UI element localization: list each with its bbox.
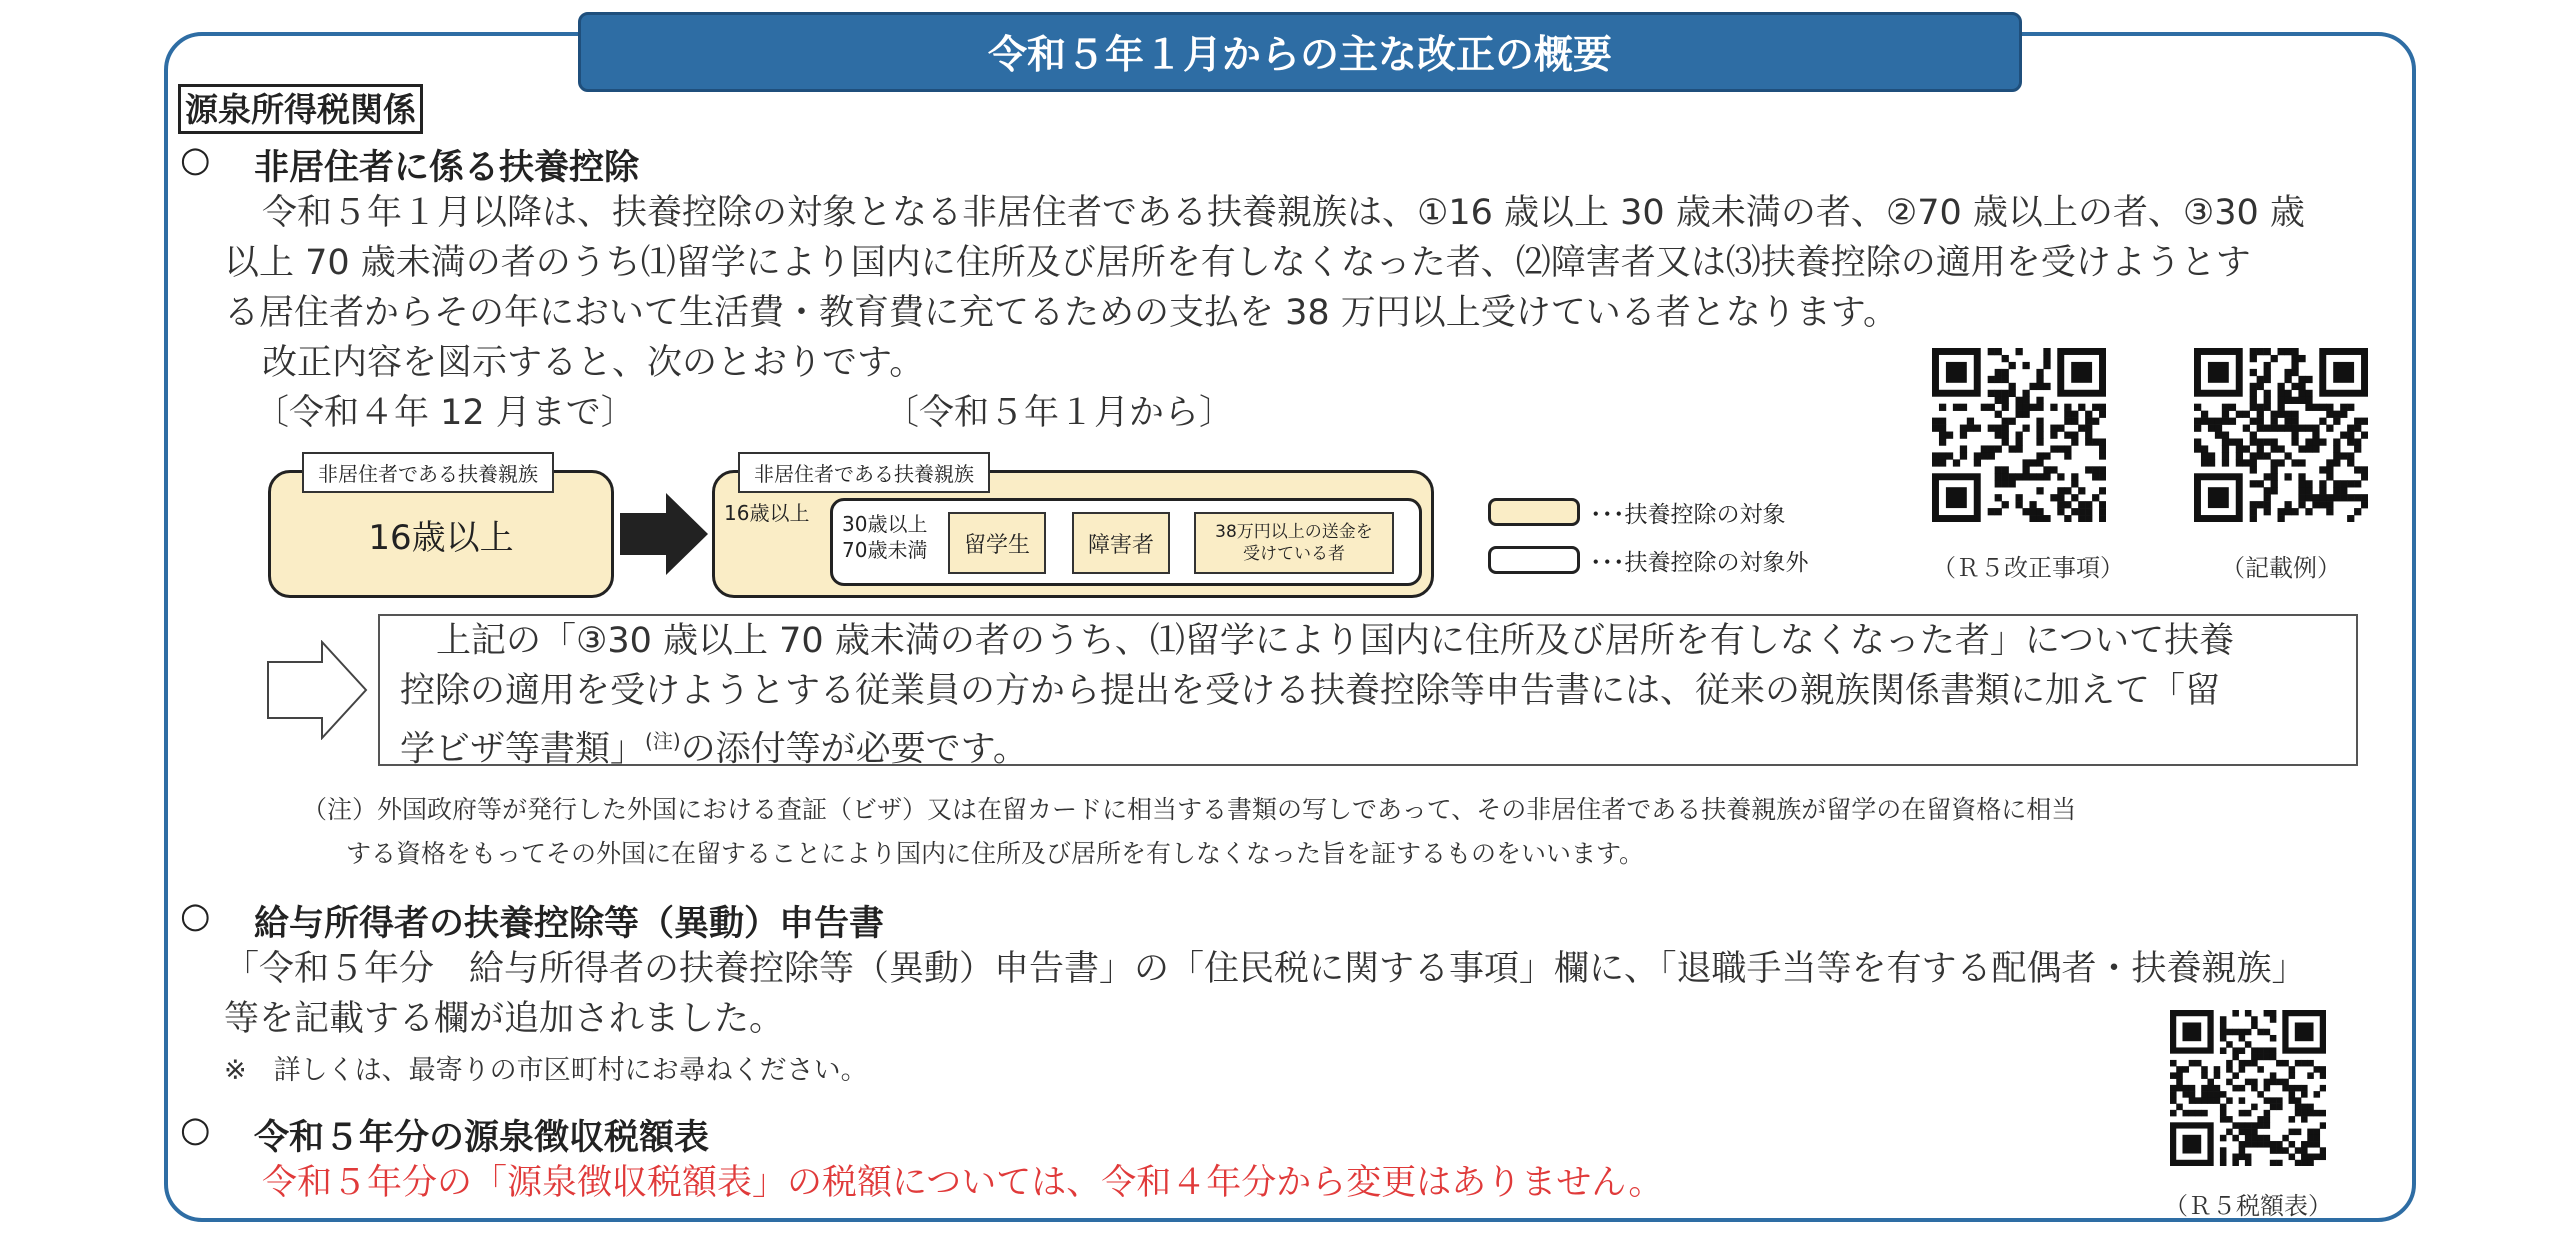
after-label: 〔令和５年１月から〕	[884, 393, 1235, 433]
qr-code-icon[interactable]	[2194, 348, 2368, 522]
section-label: 源泉所得税関係	[178, 84, 423, 134]
qr-code-icon[interactable]	[2170, 1010, 2326, 1166]
section-2-bullet: ○	[180, 896, 211, 936]
after-box-age: 16歳以上	[724, 501, 810, 525]
disabled-cell: 障害者	[1072, 512, 1170, 574]
section-3-heading: 令和５年分の源泉徴収税額表	[254, 1118, 710, 1158]
footnote-line-1: （注）外国政府等が発行した外国における査証（ビザ）又は在留カードに相当する書類の写しであって、その非居住者である扶養親族が留学の在留資格に相当	[302, 795, 2077, 824]
section-1-heading: 非居住者に係る扶養控除	[254, 148, 640, 188]
remittance-cell-line-2: 受けている者	[1243, 544, 1345, 564]
callout-line-3-end: の添付等が必要です。	[680, 729, 1028, 770]
page-title: 令和５年１月からの主な改正の概要	[578, 12, 2022, 92]
footnote-line-2: する資格をもってその外国に在留することにより国内に住所及び居所を有しなくなった旨を証するものをいいます。	[346, 839, 1645, 868]
callout-line-3	[400, 716, 1028, 775]
section-2-paragraph-line-2: 等を記載する欄が追加されました。	[224, 999, 785, 1039]
before-label: 〔令和４年 12 月まで〕	[254, 393, 636, 433]
hollow-arrow-icon	[266, 640, 370, 740]
qr-caption-tax-table: （Ｒ５税額表）	[2164, 1192, 2332, 1220]
before-box-tag: 非居住者である扶養親族	[302, 452, 554, 493]
callout-line-3-start: 学ビザ等書類」	[400, 729, 646, 770]
legend-included-label: ･･･扶養控除の対象	[1590, 502, 1786, 528]
legend-excluded-swatch	[1488, 546, 1580, 574]
qr-caption-example: （記載例）	[2221, 554, 2341, 582]
section-2-heading: 給与所得者の扶養控除等（異動）申告書	[254, 904, 885, 944]
after-box-tag: 非居住者である扶養親族	[738, 452, 990, 493]
remittance-cell-line-1: 38万円以上の送金を	[1215, 522, 1373, 542]
remittance-cell	[1194, 512, 1394, 574]
section-1-paragraph-line-4: 改正内容を図示すると、次のとおりです。	[262, 343, 925, 383]
exception-age-line-2: 70歳未満	[842, 538, 928, 562]
section-3-paragraph: 令和５年分の「源泉徴収税額表」の税額については、令和４年分から変更はありません。	[262, 1163, 1664, 1203]
exception-age-line-1: 30歳以上	[842, 512, 928, 536]
qr-code-icon[interactable]	[1932, 348, 2106, 522]
legend-included-swatch	[1488, 498, 1580, 526]
section-2-note: ※ 詳しくは、最寄りの市区町村にお尋ねください。	[224, 1055, 868, 1086]
callout-line-1: 上記の「③30 歳以上 70 歳未満の者のうち、⑴留学により国内に住所及び居所を有しなくなった者」について扶養	[436, 621, 2235, 661]
section-2-paragraph-line-1: 「令和５年分 給与所得者の扶養控除等（異動）申告書」の「住民税に関する事項」欄に、「退職手当等を有する配偶者・扶養親族」	[224, 949, 2307, 989]
section-1-bullet: ○	[180, 140, 211, 180]
callout-line-2: 控除の適用を受けようとする従業員の方から提出を受ける扶養控除等申告書には、従来の親族関係書類に加えて「留	[400, 671, 2221, 711]
arrow-right-icon	[620, 493, 710, 575]
section-1-paragraph-line-2: 以上 70 歳未満の者のうち⑴留学により国内に住所及び居所を有しなくなった者、⑵障害者又は⑶扶養控除の適用を受けようとす	[224, 243, 2251, 283]
section-1-paragraph-line-3: る居住者からその年において生活費・教育費に充てるための支払を 38 万円以上受けている者となります。	[224, 293, 1898, 333]
section-3-bullet: ○	[180, 1110, 211, 1150]
legend-excluded-label: ･･･扶養控除の対象外	[1590, 550, 1809, 576]
qr-caption-revision: （Ｒ５改正事項）	[1932, 554, 2124, 582]
student-cell: 留学生	[948, 512, 1046, 574]
callout-note-marker: (注)	[645, 729, 681, 753]
before-box-age: 16歳以上	[368, 518, 514, 558]
section-1-paragraph-line-1: 令和５年１月以降は、扶養控除の対象となる非居住者である扶養親族は、①16 歳以上 30 歳未満の者、②70 歳以上の者、③30 歳	[262, 193, 2305, 233]
